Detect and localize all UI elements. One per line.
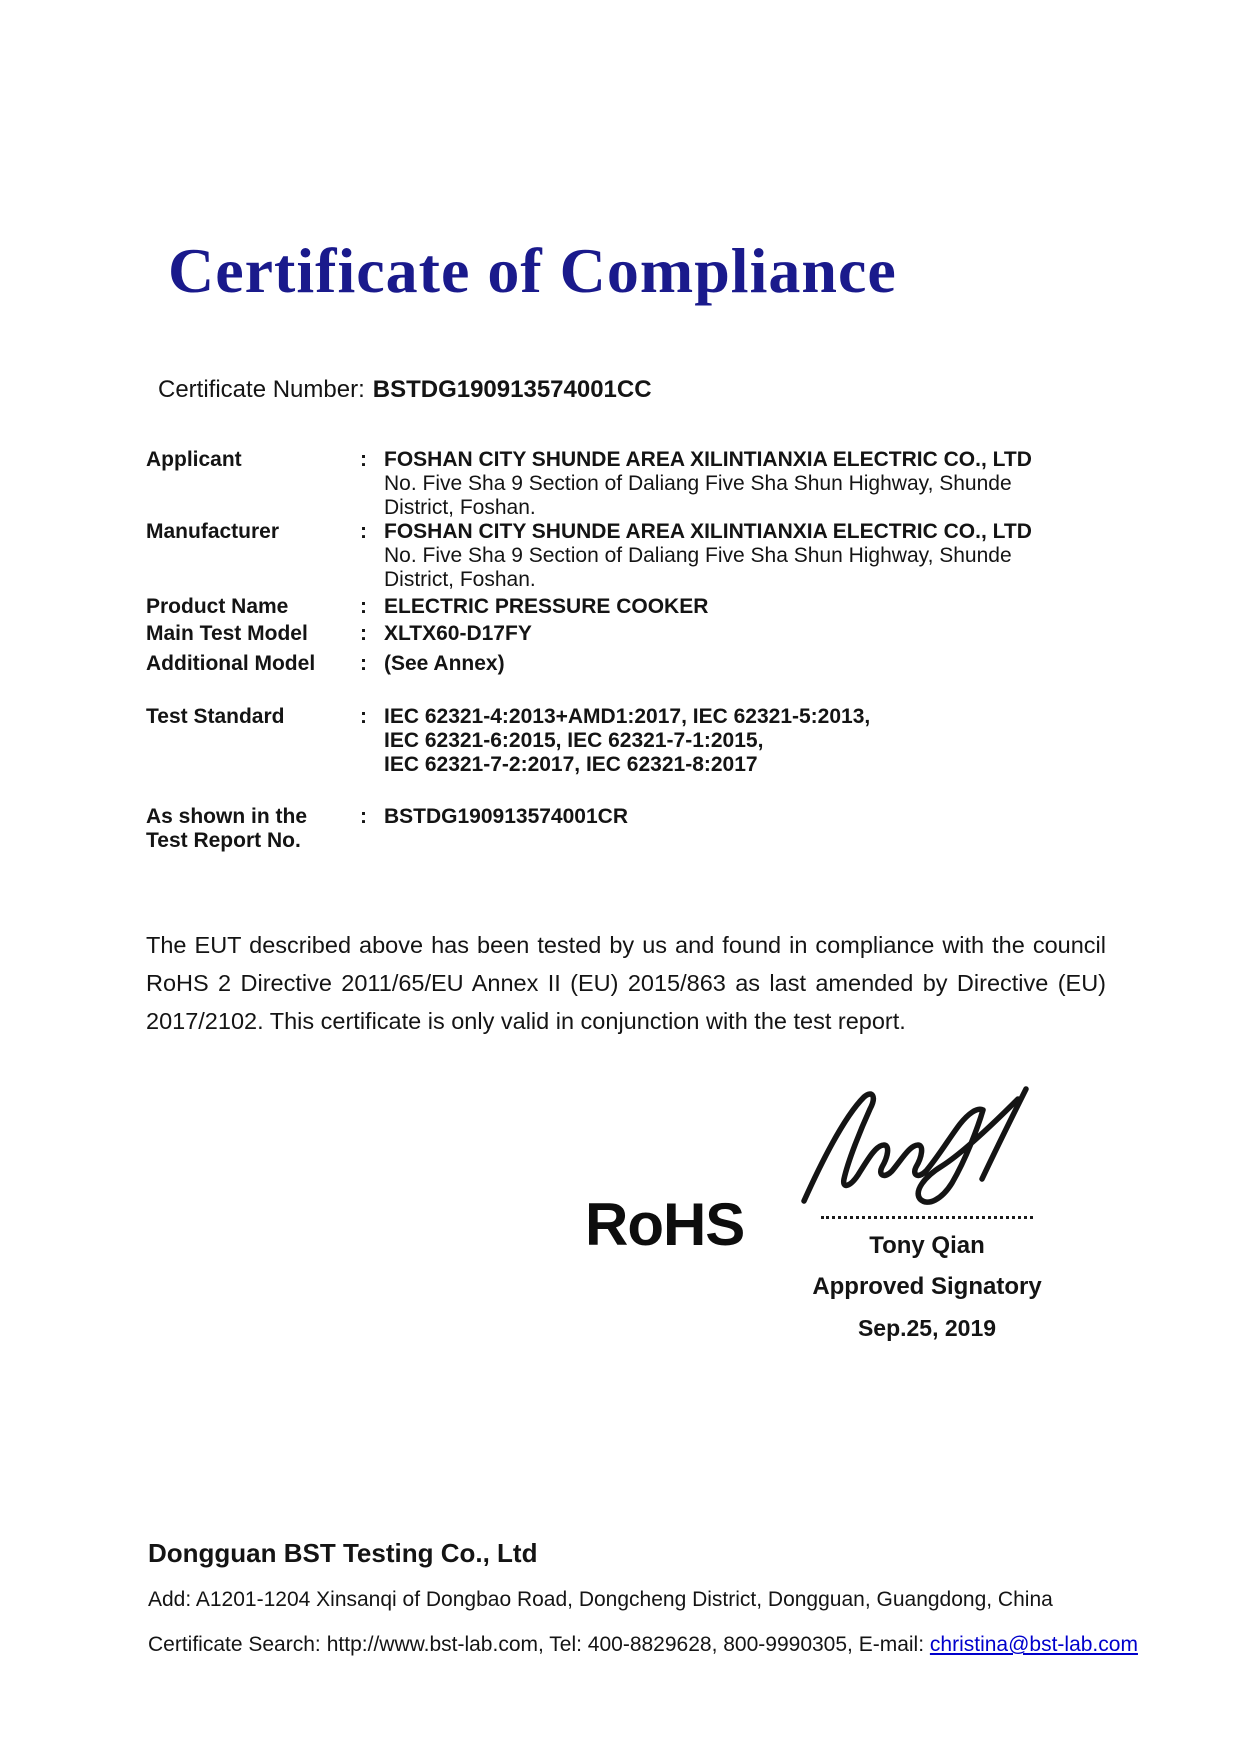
- field-colon: :: [360, 448, 367, 471]
- certificate-fields-table: [146, 448, 1126, 853]
- field-row-test-standard: [146, 705, 1126, 777]
- certificate-search-label: Certificate Search:: [148, 1633, 321, 1656]
- signatory-name: Tony Qian: [869, 1232, 985, 1259]
- field-row-test-report-no: [146, 805, 1126, 853]
- field-value-line: FOSHAN CITY SHUNDE AREA XILINTIANXIA ELECTRIC CO., LTD: [384, 448, 1032, 471]
- field-value: [384, 652, 1126, 676]
- signature-date: Sep.25, 2019: [857, 1315, 997, 1341]
- field-value: [384, 448, 1126, 520]
- field-colon: :: [360, 520, 367, 543]
- field-label: Manufacturer: [146, 520, 280, 543]
- field-label: Applicant: [146, 448, 242, 471]
- field-colon: :: [360, 705, 367, 728]
- field-value: [384, 705, 1126, 777]
- certificate-search-text: http://www.bst-lab.com, Tel: 400-8829628, 800-9990305, E-mail:: [326, 1633, 925, 1656]
- signature-icon: [792, 1082, 1062, 1214]
- field-colon: :: [360, 595, 367, 618]
- signatory-role: Approved Signatory: [812, 1273, 1042, 1300]
- field-value-line: (See Annex): [384, 652, 505, 675]
- lab-address: Add: A1201-1204 Xinsanqi of Dongbao Road, Dongcheng District, Dongguan, Guangdong, China: [148, 1588, 1053, 1611]
- field-label: Test Standard: [146, 705, 285, 728]
- field-colon: :: [360, 652, 367, 675]
- field-value-line: No. Five Sha 9 Section of Daliang Five Sha Shun Highway, Shunde: [384, 544, 1012, 567]
- field-row-applicant: [146, 448, 1126, 520]
- field-value-line: District, Foshan.: [384, 496, 536, 519]
- field-label: Main Test Model: [146, 622, 308, 645]
- certificate-number: [158, 376, 652, 404]
- compliance-statement: The EUT described above has been tested by us and found in compliance with the council RoHS 2 Directive 2011/65/EU Annex II (EU) 2015/863 as last amended by Directive (EU) 2017/2102. This certificate is only valid in conjunction with the test report.: [146, 932, 1106, 1034]
- field-label-line: As shown in the: [146, 805, 308, 828]
- field-value-line: IEC 62321-6:2015, IEC 62321-7-1:2015,: [384, 729, 764, 752]
- field-row-main-test-model: [146, 622, 1126, 646]
- field-label: [146, 805, 360, 853]
- lab-name: Dongguan BST Testing Co., Ltd: [148, 1538, 538, 1568]
- page-title: Certificate of Compliance: [168, 235, 897, 306]
- email-link[interactable]: christina@bst-lab.com: [929, 1633, 1138, 1656]
- field-value-line: ELECTRIC PRESSURE COOKER: [384, 595, 709, 618]
- certificate-number-value: BSTDG190913574001CC: [372, 376, 652, 403]
- field-value: [384, 805, 1126, 829]
- field-label: Additional Model: [146, 652, 316, 675]
- field-value: [384, 622, 1126, 646]
- field-value-line: District, Foshan.: [384, 568, 536, 591]
- signature-dotted-line: [821, 1216, 1033, 1219]
- certificate-number-label: Certificate Number:: [158, 376, 365, 403]
- field-colon: :: [360, 805, 367, 828]
- field-label-line: Test Report No.: [146, 829, 301, 852]
- field-row-product-name: [146, 595, 1126, 619]
- field-label: Product Name: [146, 595, 289, 618]
- field-value: [384, 595, 1126, 619]
- certificate-search-line: [148, 1633, 1138, 1657]
- rohs-logo: RoHS: [585, 1191, 745, 1258]
- footer: [148, 1538, 1138, 1657]
- field-value-line: No. Five Sha 9 Section of Daliang Five Sha Shun Highway, Shunde: [384, 472, 1012, 495]
- field-value-line: XLTX60-D17FY: [384, 622, 532, 645]
- field-value-line: IEC 62321-4:2013+AMD1:2017, IEC 62321-5:2013,: [384, 705, 871, 728]
- field-value: [384, 520, 1126, 592]
- signature-block: [788, 1082, 1066, 1342]
- field-colon: :: [360, 622, 367, 645]
- field-value-line: BSTDG190913574001CR: [384, 805, 628, 828]
- field-row-additional-model: [146, 652, 1126, 676]
- field-value-line: IEC 62321-7-2:2017, IEC 62321-8:2017: [384, 753, 758, 776]
- field-value-line: FOSHAN CITY SHUNDE AREA XILINTIANXIA ELECTRIC CO., LTD: [384, 520, 1032, 543]
- field-row-manufacturer: [146, 520, 1126, 592]
